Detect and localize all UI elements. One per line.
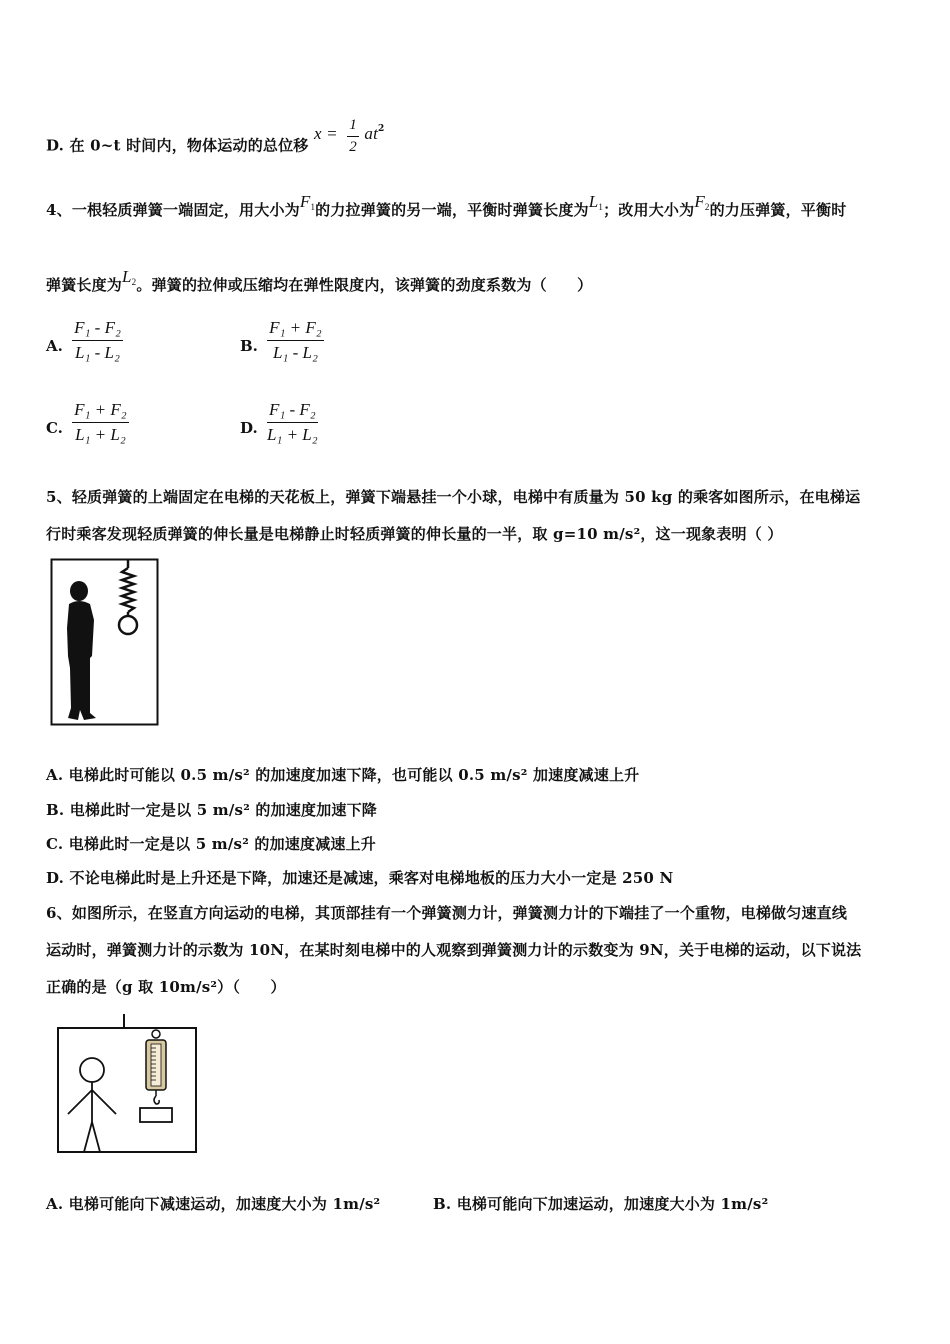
q4-L1 xyxy=(589,192,603,211)
q4-option-c-label: C. xyxy=(46,418,63,437)
elevator-frame xyxy=(52,560,158,725)
q5-stem-line2: 行时乘客发现轻质弹簧的伸长量是电梯静止时轻质弹簧的伸长量的一半，取 g=10 m/s²，这一现象表明（ ） xyxy=(46,525,783,543)
q4-text-e: 弹簧长度为 xyxy=(46,276,123,294)
q4-option-b-fraction xyxy=(267,318,324,363)
q6-stem-line1: 6、如图所示，在竖直方向运动的电梯，其顶部挂有一个弹簧测力计，弹簧测力计的下端挂了一个重物，电梯做匀速直线 xyxy=(46,904,848,922)
q5-option-b[interactable]: B. 电梯此时一定是以 5 m/s² 的加速度加速下降 xyxy=(46,801,377,819)
q4-F1-symbol: F xyxy=(299,192,311,211)
q4-L2-symbol: L xyxy=(122,267,132,286)
q4-option-b[interactable] xyxy=(240,318,324,363)
q4-text-b: 的力拉弹簧的另一端，平衡时弹簧长度为 xyxy=(315,201,589,219)
q6-elevator-figure xyxy=(56,1014,200,1154)
q4-text-d: 的力压弹簧，平衡时 xyxy=(709,201,847,219)
q4-option-a-fraction xyxy=(72,318,123,363)
q4-F1 xyxy=(300,192,315,211)
q4-option-c[interactable] xyxy=(46,400,129,445)
q4-option-c-den: L₁ + L₂ xyxy=(75,425,126,444)
q6-stem-line2: 运动时，弹簧测力计的示数为 10N，在某时刻电梯中的人观察到弹簧测力计的示数变为 9N，关于电梯的运动，以下说法 xyxy=(46,941,862,959)
q4-L1-symbol: L xyxy=(588,192,599,211)
q4-F2-symbol: F xyxy=(694,192,705,211)
q4-option-a[interactable] xyxy=(46,318,123,363)
q5-option-a[interactable]: A. 电梯此时可能以 0.5 m/s² 的加速度加速下降，也可能以 0.5 m/s² 加速度减速上升 xyxy=(46,766,640,784)
q3-option-d-text: D. 在 0~t 时间内，物体运动的总位移 xyxy=(46,136,309,155)
q4-stem-line1 xyxy=(46,192,847,220)
q4-L2-sub: 2 xyxy=(131,277,137,287)
q4-F1-sub: 1 xyxy=(310,202,316,212)
q4-option-d-label: D. xyxy=(240,418,258,437)
elevator-box xyxy=(58,1028,196,1152)
q3-option-d xyxy=(46,117,385,166)
q3-formula-rhs: at xyxy=(364,123,379,143)
q4-option-a-den: L₁ - L₂ xyxy=(75,343,120,362)
q4-F2-sub: 2 xyxy=(704,202,710,212)
q4-stem-line2 xyxy=(46,267,593,295)
q4-option-c-fraction xyxy=(72,400,129,445)
q5-stem-line1: 5、轻质弹簧的上端固定在电梯的天花板上，弹簧下端悬挂一个小球，电梯中有质量为 50 kg 的乘客如图所示，在电梯运 xyxy=(46,488,861,506)
q4-option-d[interactable] xyxy=(240,400,318,445)
q5-elevator-figure xyxy=(50,558,160,726)
hanging-ball xyxy=(119,616,137,634)
q4-option-b-num: F₁ + F₂ xyxy=(267,318,324,341)
q5-option-d[interactable]: D. 不论电梯此时是上升还是下降，加速还是减速，乘客对电梯地板的压力大小一定是 250 N xyxy=(46,869,674,887)
q5-option-c[interactable]: C. 电梯此时一定是以 5 m/s² 的加速度减速上升 xyxy=(46,835,376,853)
q3-formula-exponent: 2 xyxy=(378,123,385,134)
q4-option-b-den: L₁ - L₂ xyxy=(272,343,318,362)
q4-F2 xyxy=(694,192,709,211)
q4-option-b-label: B. xyxy=(240,336,258,355)
q4-text-c: ；改用大小为 xyxy=(603,201,695,219)
passenger-silhouette xyxy=(67,581,96,720)
q4-text-a: 4、一根轻质弹簧一端固定，用大小为 xyxy=(46,201,300,219)
q4-option-d-num: F₁ - F₂ xyxy=(267,400,318,423)
q3-formula-lhs: x = xyxy=(313,123,338,143)
q4-L2 xyxy=(122,267,136,286)
weight-block xyxy=(140,1108,172,1122)
person-icon xyxy=(68,1058,116,1152)
spring-scale-icon xyxy=(146,1030,166,1104)
q4-option-a-label: A. xyxy=(46,336,63,355)
q4-text-f: 。弹簧的拉伸或压缩均在弹性限度内，该弹簧的劲度系数为（ ） xyxy=(136,276,593,294)
q4-option-c-num: F₁ + F₂ xyxy=(72,400,129,423)
q3-formula-numerator: 1 xyxy=(347,117,359,137)
q4-option-a-num: F₁ - F₂ xyxy=(72,318,123,341)
q4-option-d-fraction xyxy=(267,400,318,445)
spring-icon xyxy=(122,560,134,616)
q3-formula-fraction xyxy=(347,117,359,156)
q6-stem-line3: 正确的是（g 取 10m/s²）（ ） xyxy=(46,978,286,996)
q3-formula-denominator: 2 xyxy=(349,139,357,155)
q6-option-b[interactable]: B. 电梯可能向下加速运动，加速度大小为 1m/s² xyxy=(433,1195,769,1213)
q4-L1-sub: 1 xyxy=(598,202,604,212)
q6-option-a[interactable]: A. 电梯可能向下减速运动，加速度大小为 1m/s² xyxy=(46,1195,381,1213)
q4-option-d-den: L₁ + L₂ xyxy=(266,425,318,444)
